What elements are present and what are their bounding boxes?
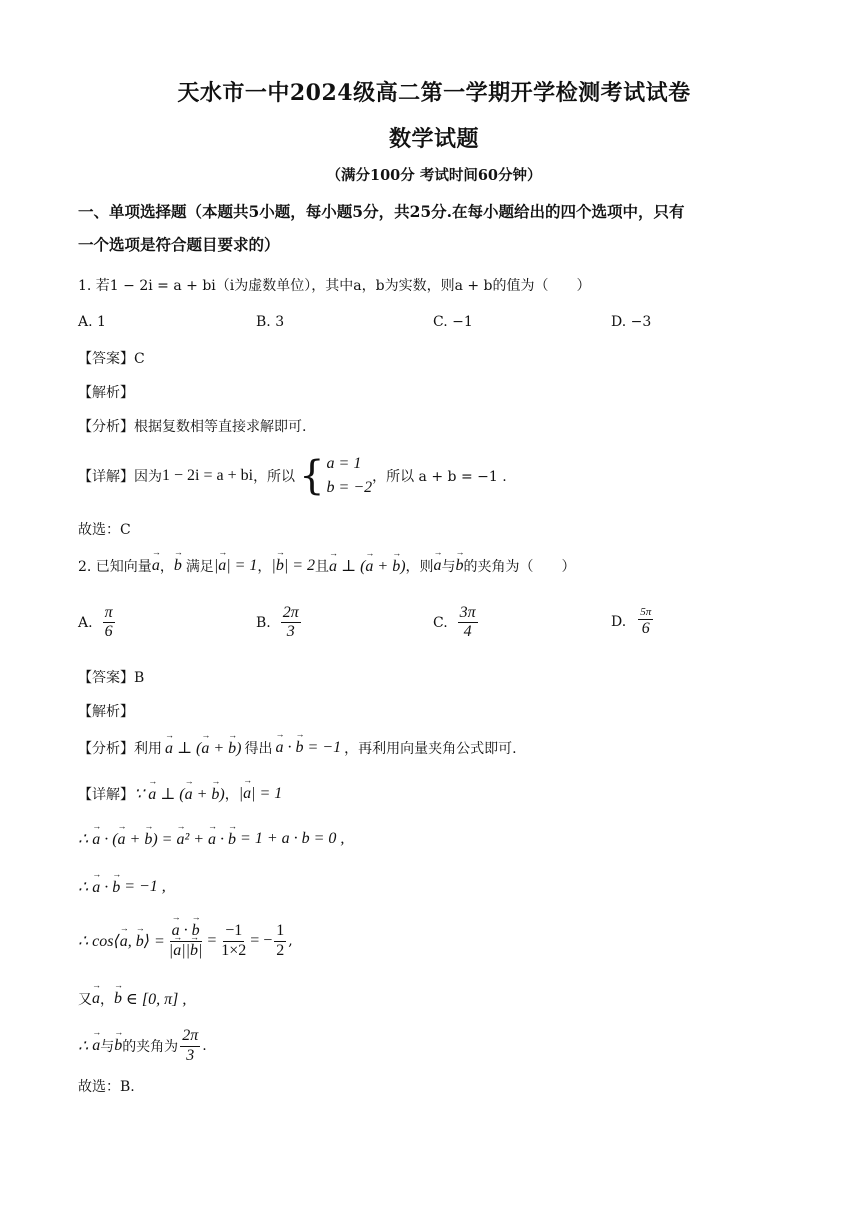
q2-step4-tail: = − (250, 932, 273, 949)
q2-detail-step1: 【详解】 ∵ → a ⊥ (→ a + → b) ， |→ a| = 1 (78, 784, 282, 804)
q2-analysis-label: 【解析】 (78, 704, 134, 720)
q2-fenxi-b: 得出 (244, 741, 273, 757)
q2-step6-b: 的夹角为 (122, 1039, 179, 1055)
q2-option-b-num: 2π (281, 604, 301, 623)
q2-option-a (78, 604, 117, 642)
vector-a: → a (152, 557, 160, 575)
q1-detail (78, 452, 507, 500)
q2-stem: 2. 已知向量 → a ， → b 满足 |→ a| = 1 ， |→ b| = 2 且 → a ⊥ (→ a + → b) ，则 → a 与 → b 的夹角为（ ） (78, 556, 576, 576)
q2-half-den: 2 (276, 941, 285, 959)
q2-detail-step6: ∴ → a 与 → b 的夹角为 $\frac{2\pi}{3}$ . (78, 1024, 207, 1068)
q2-option-b-den: 3 (286, 623, 295, 641)
q1-answer: 【答案】C (78, 351, 145, 367)
q2-stem-part-a: 2. 已知向量 (78, 559, 152, 575)
q1-option-c: C. −1 (433, 314, 473, 330)
q2-step4-den: 1×2 (221, 941, 247, 959)
q1-option-a: A. 1 (78, 314, 106, 330)
q2-fenxi-c: ，再利用向量夹角公式即可. (344, 741, 517, 757)
q2-option-a-den: 6 (104, 623, 113, 641)
q2-fenxi: 【分析】利用 → a ⊥ (→ a + → b) 得出 → a · → b = −1 ，再利用向量夹角公式即可. (78, 738, 517, 758)
q2-option-b-label: B. (256, 614, 271, 631)
q2-option-c-num: 3π (458, 604, 478, 623)
q2-option-d-den: 6 (641, 619, 650, 637)
q2-step5-a: 又 (78, 992, 92, 1008)
q1-system-line2: b = −2 (326, 479, 373, 496)
q2-option-a-label: A. (78, 614, 93, 631)
q2-option-c-den: 4 (463, 623, 472, 641)
section-heading-line1: 一、单项选择题（本题共5小题，每小题5分，共25分.在每小题给出的四个选项中，只有 (78, 202, 685, 221)
q1-detail-eq: 1 − 2i = a + bi (162, 467, 254, 484)
q2-detail-step2: ∴ → a · (→ a + → b) = → a² + → a · → b = 1 + a · b = 0 , (78, 829, 344, 849)
q1-option-b: B. 3 (256, 314, 285, 330)
q2-conclusion: 故选：B. (78, 1079, 135, 1095)
q2-detail-step4: ∴ cos⟨→ a, → b⟩ = → $\frac{a \cdot \to b}{|\to a||\to b|}$ = $\frac{-1}{1\times 2}$ = − $\frac{1}{2}$ , (78, 914, 293, 968)
q2-half-num: 1 (274, 922, 286, 941)
q1-conclusion: 故选：C (78, 522, 131, 538)
q1-option-d: D. −3 (611, 314, 652, 330)
q2-answer: 【答案】B (78, 670, 145, 686)
q2-step6-num: 2π (180, 1027, 200, 1046)
q1-fenxi: 【分析】根据复数相等直接求解即可. (78, 419, 307, 435)
q1-analysis-label: 【解析】 (78, 385, 134, 401)
brace-icon: { (299, 453, 325, 499)
q2-step6-den: 3 (186, 1046, 195, 1064)
q1-detail-mid: ，所以 (253, 469, 296, 485)
q2-option-a-num: π (103, 604, 115, 623)
q1-detail-label: 【详解】因为 (78, 469, 162, 485)
q2-step2-tail: = 1 + a · b = 0 , (240, 830, 345, 847)
q2-stem-part-d: ，则 (405, 559, 434, 575)
q2-option-d-label: D. (611, 614, 627, 631)
section-heading-line2: 一个选项是符合题目要求的） (78, 235, 280, 254)
q1-stem: 1. 若1 − 2i = a + bi（i为虚数单位），其中a，b为实数，则a + b的值为（ ） (78, 278, 591, 294)
q2-option-c (433, 604, 480, 642)
q2-fenxi-a: 【分析】利用 (78, 741, 162, 757)
page-subtitle: 数学试题 (388, 126, 479, 152)
q1-detail-tail: ，所以 a + b = −1 . (372, 469, 507, 485)
q2-step4-num: −1 (223, 922, 244, 941)
exam-info: （满分100分 考试时间60分钟） (326, 167, 542, 184)
q2-detail-step5: 又 → a ， → b ∈ [0, π] , (78, 989, 186, 1009)
q2-stem-part-e: 的夹角为（ ） (463, 559, 576, 575)
q2-step5-b: ∈ [0, π] , (126, 991, 187, 1008)
q2-stem-part-c: 且 (315, 559, 330, 575)
q2-step6-a: ∴ (78, 1038, 89, 1055)
q2-option-c-label: C. (433, 614, 448, 631)
q2-option-d (611, 606, 655, 638)
q2-option-b (256, 604, 303, 642)
q1-system-line1: a = 1 (326, 455, 362, 472)
q2-detail-label: 【详解】 (78, 787, 134, 803)
q2-detail-step3: ∴ → a · → b = −1 , (78, 877, 166, 897)
vector-b: → b (174, 557, 182, 575)
q2-option-d-num: 5π (640, 606, 652, 618)
q2-step3-tail: = −1 , (124, 878, 166, 895)
page-title: 天水市一中2024级高二第一学期开学检测考试试卷 (177, 80, 691, 106)
q2-stem-part-b: 满足 (185, 559, 214, 575)
